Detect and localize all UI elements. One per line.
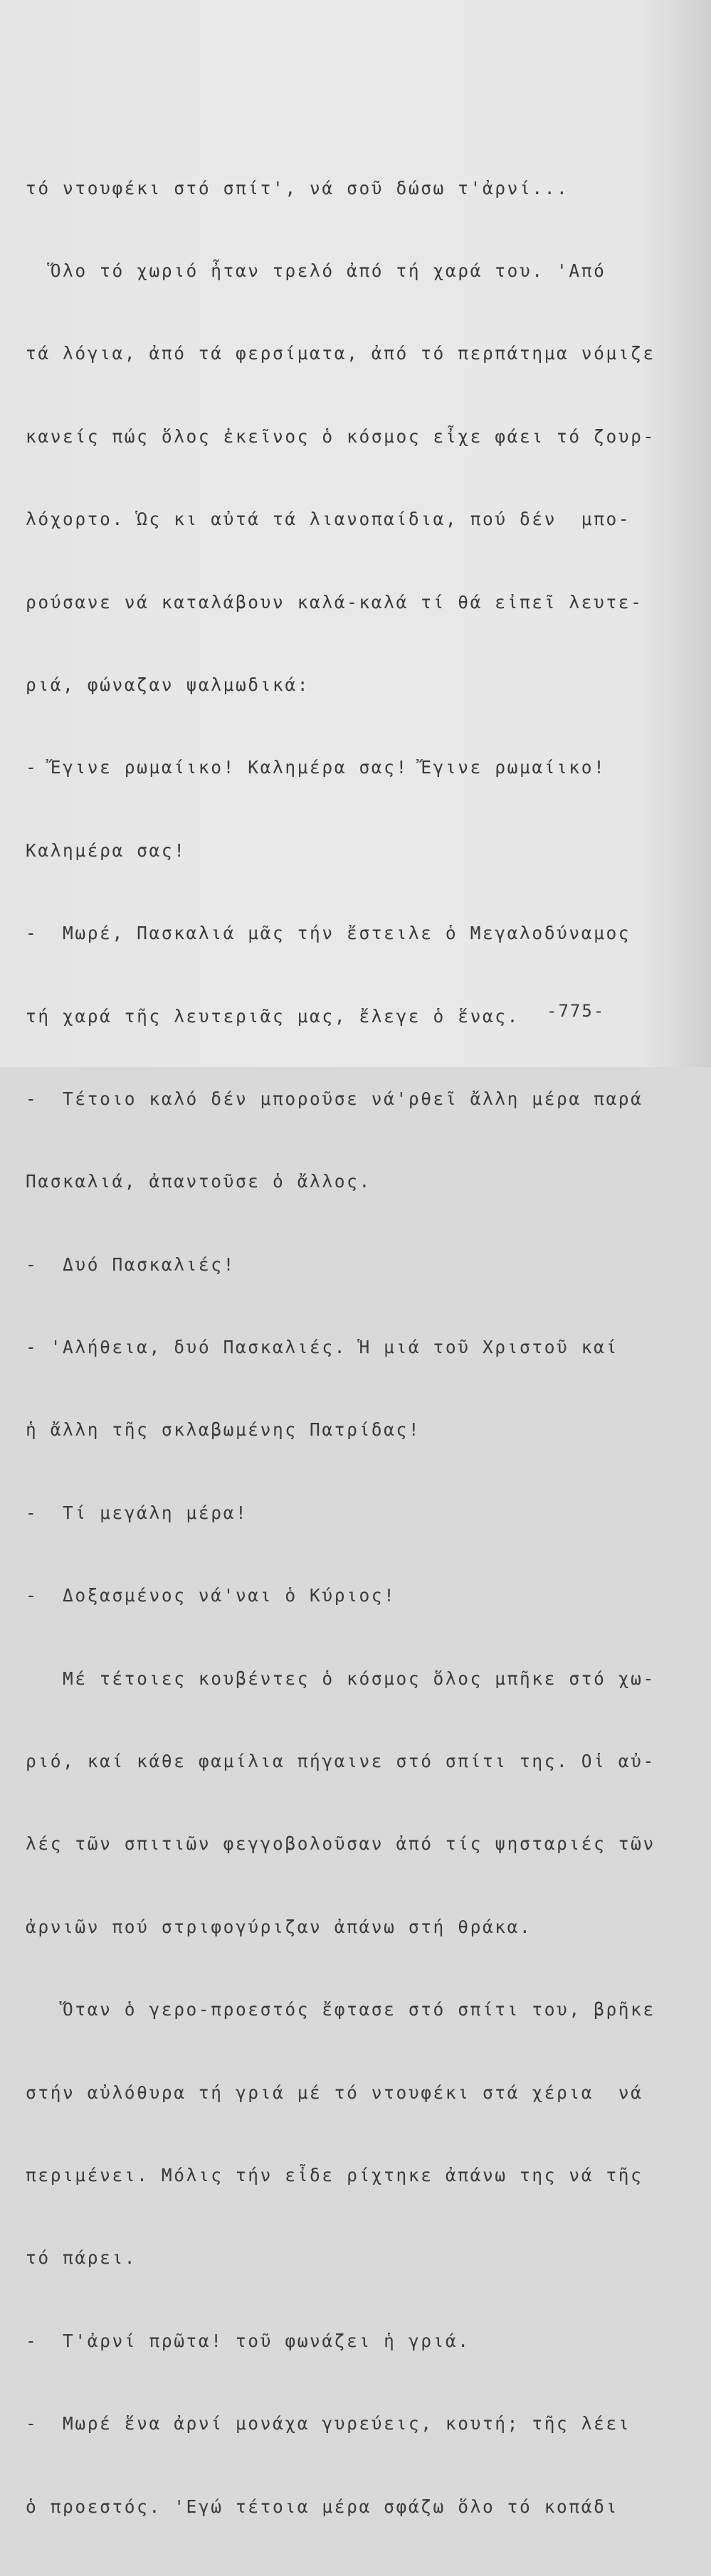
text-line: - Δοξασμένος νά'ναι ὁ Κύριος! bbox=[26, 1585, 396, 1606]
text-line: τή χαρά τῆς λευτεριᾶς μας, ἔλεγε ὁ ἕνας. bbox=[26, 1005, 520, 1027]
body-text bbox=[26, 120, 655, 2576]
text-line: ἡ ἄλλη τῆς σκλαβωμένης Πατρίδας! bbox=[26, 1419, 421, 1441]
text-line: λόχορτο. Ὡς κι αὐτά τά λιανοπαίδια, πού δέν μπο- bbox=[26, 509, 631, 530]
text-line: ὁ προεστός. 'Εγώ τέτοια μέρα σφάζω ὅλο τό κοπάδι bbox=[26, 2496, 618, 2517]
text-line: τά λόγια, ἀπό τά φερσίματα, ἀπό τό περπάτημα νόμιζε bbox=[26, 343, 655, 364]
text-line: ριά, φώναζαν ψαλμωδικά: bbox=[26, 674, 310, 695]
text-line: Πασκαλιά, ἀπαντοῦσε ὁ ἄλλος. bbox=[26, 1171, 372, 1192]
text-line: τό πάρει. bbox=[26, 2247, 137, 2269]
text-line: - Δυό Πασκαλιές! bbox=[26, 1253, 236, 1275]
text-line: - Τ'ἀρνί πρῶτα! τοῦ φωνάζει ἡ γριά. bbox=[26, 2330, 470, 2351]
text-line: περιμένει. Μόλις τήν εἶδε ρίχτηκε ἀπάνω της νά τῆς bbox=[26, 2164, 643, 2185]
text-line: κανείς πώς ὅλος ἐκεῖνος ὁ κόσμος εἶχε φάει τό ζουρ- bbox=[26, 425, 655, 447]
text-line: ἀρνιῶν πού στριφογύριζαν ἀπάνω στή θράκα. bbox=[26, 1916, 532, 1937]
text-line: - Μωρέ ἕνα ἀρνί μονάχα γυρεύεις, κουτή; τῆς λέει bbox=[26, 2413, 631, 2434]
text-line: - Τέτοιο καλό δέν μποροῦσε νά'ρθεῖ ἄλλη μέρα παρά bbox=[26, 1088, 643, 1109]
text-line: - Μωρέ, Πασκαλιά μᾶς τήν ἔστειλε ὁ Μεγαλοδύναμος bbox=[26, 923, 631, 944]
text-line: Ὅλο τό χωριό ἦταν τρελό ἀπό τή χαρά του. 'Από bbox=[26, 260, 606, 281]
text-line: στήν αὐλόθυρα τή γριά μέ τό ντουφέκι στά χέρια νά bbox=[26, 2082, 643, 2103]
text-line: - 'Αλήθεια, δυό Πασκαλιές. Ἡ μιά τοῦ Χριστοῦ καί bbox=[26, 1337, 618, 1358]
text-line: - Τί μεγάλη μέρα! bbox=[26, 1502, 248, 1523]
text-line: - Ἔγινε ρωμαίικο! Καλημέρα σας! Ἔγινε ρωμαίικο! bbox=[26, 757, 606, 778]
text-line: τό ντουφέκι στό σπίτ', νά σοῦ δώσω τ'ἀρνί... bbox=[26, 177, 569, 198]
text-line: ρούσανε νά καταλάβουν καλά-καλά τί θά εἰπεῖ λευτε- bbox=[26, 591, 643, 613]
page-number: -775- bbox=[547, 1001, 606, 1021]
text-line: Καλημέρα σας! bbox=[26, 839, 186, 861]
text-line: λές τῶν σπιτιῶν φεγγοβολοῦσαν ἀπό τίς ψησταριές τῶν bbox=[26, 1833, 655, 1855]
text-line: Ὅταν ὁ γερο-προεστός ἔφτασε στό σπίτι του, βρῆκε bbox=[26, 1999, 655, 2020]
text-line: Μέ τέτοιες κουβέντες ὁ κόσμος ὅλος μπῆκε στό χω- bbox=[26, 1668, 655, 1689]
text-line: ριό, καί κάθε φαμίλια πήγαινε στό σπίτι της. Οἱ αὐ- bbox=[26, 1751, 655, 1772]
